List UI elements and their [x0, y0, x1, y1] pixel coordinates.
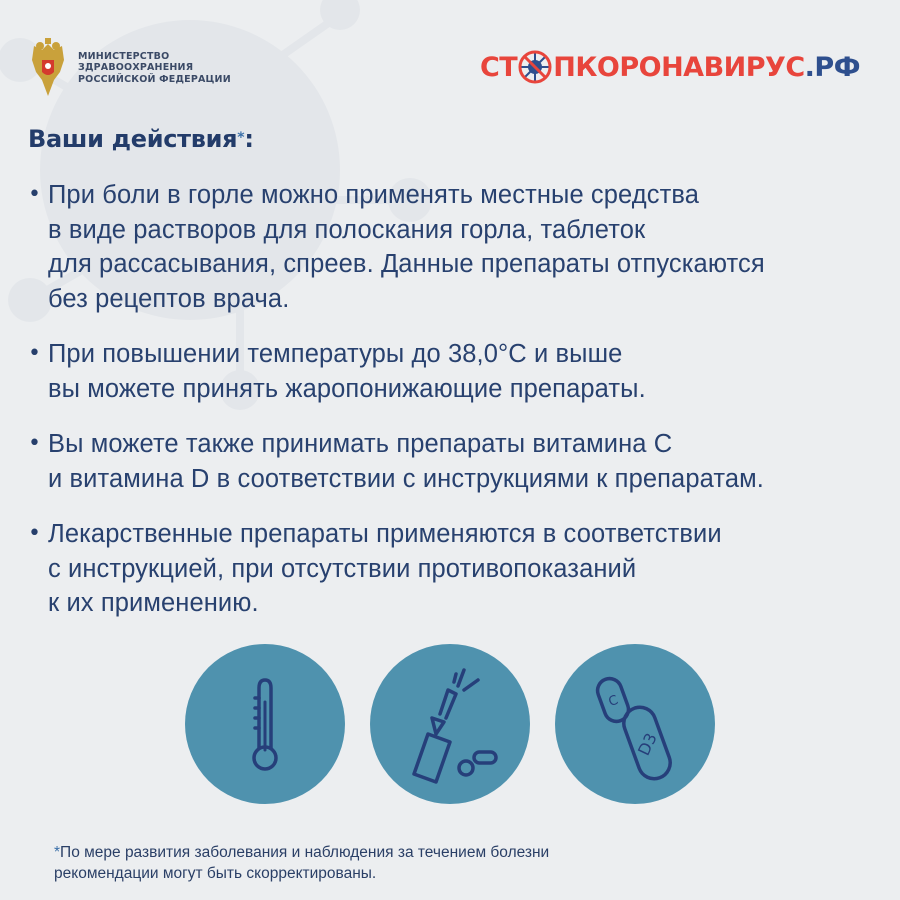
ministry-line-3: РОССИЙСКОЙ ФЕДЕРАЦИИ [78, 73, 231, 85]
text-line: При повышении температуры до 38,0°С и выше [48, 340, 623, 368]
ministry-name [78, 51, 231, 86]
footnote-asterisk: * [54, 844, 61, 861]
list-item-text [48, 178, 765, 316]
title-colon: : [244, 125, 254, 153]
bullet: • [28, 341, 41, 366]
thermometer-icon [185, 644, 345, 804]
list-item [28, 178, 898, 316]
section-title-text: Ваши действия [28, 125, 238, 153]
text-line: без рецептов врача. [48, 284, 290, 313]
brand-prefix: СТ [479, 51, 518, 83]
spray-circle [370, 644, 530, 804]
nasal-spray-and-pills-icon [370, 644, 530, 804]
text-line: и витамина D в соответствии с инструкциями к препаратам. [48, 464, 764, 493]
brand-name: ПКОРОНАВИРУС [553, 51, 805, 83]
list-item [28, 337, 898, 406]
text-line: Вы можете также принимать препараты витамина С [48, 430, 673, 458]
bullet: • [28, 182, 41, 207]
ministry-line-1: МИНИСТЕРСТВО [78, 50, 170, 62]
text-line: Лекарственные препараты применяются в соответствии [48, 520, 722, 548]
vitamins-circle [555, 644, 715, 804]
capsule-label-c: C [606, 692, 621, 711]
thermometer-circle [185, 644, 345, 804]
text-line: с инструкцией, при отсутствии противопоказаний [48, 554, 637, 583]
section-title [28, 125, 254, 153]
crossed-virus-icon [517, 49, 553, 85]
illustration-row [0, 644, 900, 804]
text-line: для рассасывания, спреев. Данные препараты отпускаются [48, 250, 765, 278]
brand-domain: .РФ [804, 51, 860, 83]
actions-list [28, 178, 898, 642]
header [0, 0, 900, 120]
stopcoronavirus-logo [480, 49, 860, 85]
coat-of-arms-emblem [28, 38, 68, 98]
title-asterisk: ⁎ [237, 126, 245, 142]
list-item [28, 517, 898, 621]
text-line: вы можете принять жаропонижающие препараты. [48, 374, 646, 403]
vitamin-capsules-icon [555, 644, 715, 804]
ministry-line-2: ЗДРАВООХРАНЕНИЯ [78, 62, 194, 74]
bullet: • [28, 431, 41, 456]
list-item-text [48, 427, 764, 496]
capsule-label-d3: D3 [634, 730, 661, 759]
footnote-line-1: По мере развития заболевания и наблюдения за течением болезни [60, 844, 550, 861]
text-line: к их применению. [48, 589, 259, 617]
ministry-logo-block [28, 38, 231, 98]
bullet: • [28, 521, 41, 546]
list-item-text [48, 517, 722, 621]
footnote [54, 842, 854, 884]
list-item-text [48, 337, 646, 406]
footnote-line-2: рекомендации могут быть скорректированы. [54, 865, 377, 882]
text-line: в виде растворов для полоскания горла, таблеток [48, 215, 646, 244]
list-item [28, 427, 898, 496]
text-line: При боли в горле можно применять местные средства [48, 181, 700, 209]
